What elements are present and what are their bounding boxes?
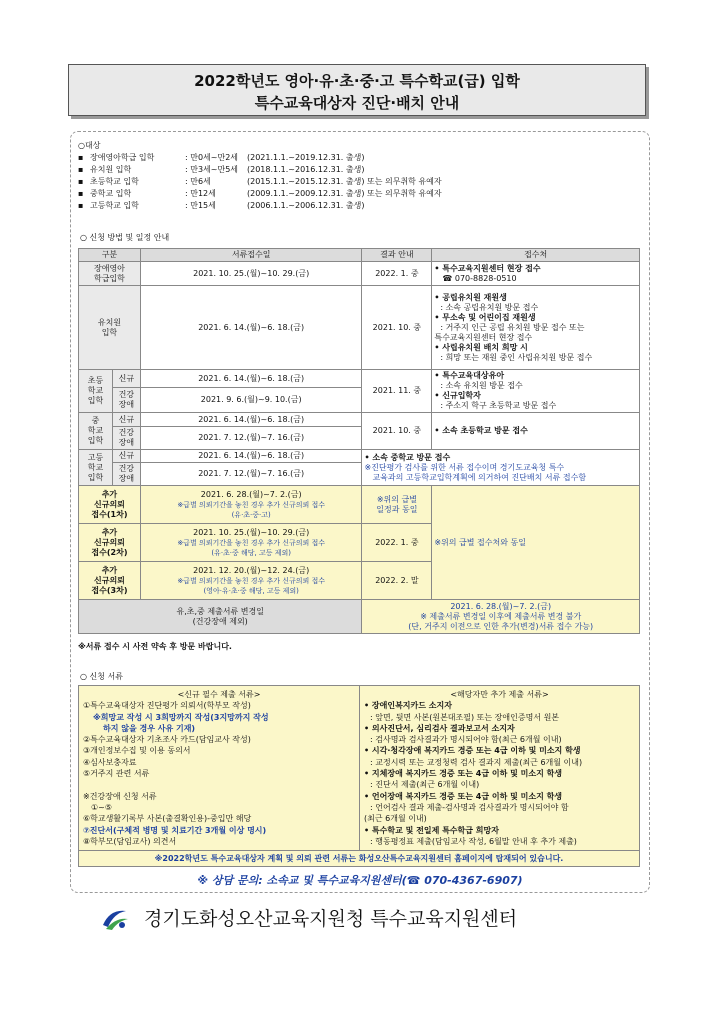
text-line: : 희망 또는 재원 중인 사립유치원 방문 접수 bbox=[440, 352, 593, 362]
sub-category: 건강 장애 bbox=[112, 463, 140, 486]
submit-place: • 소속 초등학교 방문 접수 bbox=[432, 413, 640, 450]
text-line: : 앞면, 뒷면 사본(원본대조필) 또는 장애인증명서 원본 bbox=[370, 712, 560, 722]
text-line: ※희망교 작성 시 3희망까지 작성(3지망까지 작성 bbox=[93, 712, 269, 722]
sub-category: 신규 bbox=[112, 370, 140, 388]
schedule-table bbox=[78, 248, 640, 634]
col-header: 접수처 bbox=[432, 249, 640, 262]
target-row bbox=[78, 152, 638, 164]
submit-date: 2021. 6. 14.(월)~6. 18.(금) bbox=[140, 286, 362, 370]
text-line: ①~⑤ bbox=[91, 802, 113, 812]
change-date-label: 유,초,중 제출서류 변경일 (건강장애 제외) bbox=[79, 600, 362, 634]
text-line: <신규 필수 제출 서류> bbox=[177, 690, 261, 699]
row-category: 추가 신규의뢰 접수(2차) bbox=[79, 524, 141, 562]
target-age: : 만6세 bbox=[185, 177, 211, 186]
target-name: 고등학교 입학 bbox=[90, 201, 139, 210]
text-line: ④심사보충자료 bbox=[83, 757, 137, 767]
submit-date: 2021. 7. 12.(월)~7. 16.(금) bbox=[140, 463, 362, 486]
docs-footnote: ※2022학년도 특수교육대상자 계획 및 의뢰 관련 서류는 화성오산특수교육지원센터 홈페이지에 탑재되어 있습니다. bbox=[79, 850, 639, 866]
row-category: 장애영아 학급입학 bbox=[79, 262, 141, 286]
result-date: 2021. 10. 중 bbox=[362, 413, 432, 450]
submit-place bbox=[432, 370, 640, 413]
target-range: (2009.1.1.~2009.12.31. 출생) 또는 의무취학 유예자 bbox=[247, 189, 442, 198]
target-range: (2006.1.1.~2006.12.31. 출생) bbox=[247, 201, 365, 210]
result-date: 2022. 2. 말 bbox=[362, 562, 432, 600]
target-age: : 만15세 bbox=[185, 201, 216, 210]
text-line: ⑤거주지 관련 서류 bbox=[83, 769, 150, 779]
text-line: • 무소속 및 어린이집 재원생 bbox=[434, 312, 536, 322]
text-line: • 공립유치원 재원생 bbox=[434, 292, 507, 302]
submit-date: 2021. 7. 12.(월)~7. 16.(금) bbox=[140, 427, 362, 450]
title-line1: 2022학년도 영아·유·초·중·고 특수학교(급) 입학 bbox=[194, 72, 520, 90]
submit-date: 2021. 6. 14.(월)~6. 18.(금) bbox=[140, 450, 362, 463]
text-line: • 의사진단서, 심리검사 결과보고서 소지자 bbox=[364, 723, 515, 733]
target-section bbox=[78, 140, 638, 212]
sub-category: 신규 bbox=[112, 413, 140, 427]
submit-place bbox=[432, 286, 640, 370]
target-row bbox=[78, 188, 638, 200]
col-header: 결과 안내 bbox=[362, 249, 432, 262]
target-row bbox=[78, 176, 638, 188]
target-range: (2015.1.1.~2015.12.31. 출생) 또는 의무취학 유예자 bbox=[247, 177, 442, 186]
submit-place: • 소속 중학교 방문 접수 ※진단평가 검사를 위한 서류 접수이며 경기도교육청 특수 교육과의 고등학교입학계획에 의거하여 진단배치 서류 접수함 bbox=[362, 450, 640, 486]
target-age: : 만3세~만5세 bbox=[185, 165, 239, 174]
text-line: • 신규입학자 bbox=[434, 391, 481, 400]
text-line: : 행동평정표 제출(담임교사 작성, 6월말 안내 후 추가 제출) bbox=[370, 836, 577, 846]
title-line2: 특수교육대상자 진단·배치 안내 bbox=[254, 94, 460, 112]
target-bullet: ▪ bbox=[78, 177, 84, 186]
target-row bbox=[78, 164, 638, 176]
text-line: • 시각·청각장애 복지카드 경증 또는 4급 이하 및 미소지 학생 bbox=[364, 746, 581, 756]
row-category: 추가 신규의뢰 접수(1차) bbox=[79, 486, 141, 524]
target-range: (2021.1.1.~2019.12.31. 출생) bbox=[247, 153, 365, 162]
text-line: : 진단서 제출(최근 6개월 이내) bbox=[370, 780, 480, 790]
result-date: 2022. 1. 중 bbox=[362, 524, 432, 562]
change-date-info: 2021. 6. 28.(월)~7. 2.(금) ※ 제출서류 변경일 이후에 제출서류 변경 불가 (단, 거주지 이전으로 인한 추가(변경)서류 접수 가능) bbox=[362, 600, 640, 634]
target-bullet: ▪ bbox=[78, 165, 84, 174]
col-header: 서류접수일 bbox=[140, 249, 362, 262]
text-line: 특수교육지원센터 현장 접수 bbox=[434, 332, 533, 342]
text-line: • 특수교육대상유아 bbox=[434, 371, 505, 380]
target-age: : 만0세~만2세 bbox=[185, 153, 239, 162]
target-bullet: ▪ bbox=[78, 189, 84, 198]
col-header: 구분 bbox=[79, 249, 141, 262]
submit-date: 2021. 6. 14.(월)~6. 18.(금) bbox=[140, 370, 362, 388]
text-line: : 주소지 학구 초등학교 방문 접수 bbox=[440, 401, 557, 410]
result-date: 2021. 10. 중 bbox=[362, 286, 432, 370]
target-name: 장애영아학급 입학 bbox=[90, 153, 155, 162]
target-row bbox=[78, 200, 638, 212]
result-date: ※위의 급별 일정과 동일 bbox=[362, 486, 432, 524]
text-line: • 지체장애 복지카드 경증 또는 4급 이하 및 미소지 학생 bbox=[364, 769, 563, 779]
text-line: ⑦진단서(구체적 병명 및 치료기간 3개월 이상 명시) bbox=[83, 825, 267, 835]
document-title bbox=[68, 64, 646, 116]
text-line: : 언어검사 결과 제출-검사명과 검사결과가 명시되어야 함 bbox=[370, 802, 569, 812]
submit-date: 2021. 9. 6.(월)~9. 10.(금) bbox=[140, 388, 362, 413]
submit-date: 2021. 6. 14.(월)~6. 18.(금) bbox=[140, 413, 362, 427]
inquiry-contact: ※ 상담 문의: 소속교 및 특수교육지원센터(☎ 070-4367-6907) bbox=[197, 874, 523, 887]
row-category: 고등 학교 입학 bbox=[79, 450, 113, 486]
required-docs-box bbox=[78, 685, 640, 867]
row-category: 유치원 입학 bbox=[79, 286, 141, 370]
text-line: ⑥학교생활기록부 사본(출결확인용)-중입만 해당 bbox=[83, 814, 252, 824]
submit-date: 2021. 12. 20.(월)~12. 24.(금) ※급별 의뢰기간을 놓친 경우 추가 신규의뢰 접수 (영아·유·초·중 해당, 고등 제외) bbox=[140, 562, 362, 600]
text-line: : 소속 유치원 방문 접수 bbox=[440, 381, 523, 390]
sub-category: 신규 bbox=[112, 450, 140, 463]
text-line: ⑧학부모(담임교사) 의견서 bbox=[83, 836, 177, 846]
required-docs-column bbox=[79, 686, 359, 850]
result-date: 2021. 11. 중 bbox=[362, 370, 432, 413]
target-heading: ○대상 bbox=[78, 141, 101, 150]
row-category: 중 학교 입학 bbox=[79, 413, 113, 450]
docs-heading: ○ 신청 서류 bbox=[80, 672, 123, 681]
result-date: 2022. 1. 중 bbox=[362, 262, 432, 286]
schedule-heading: ○ 신청 방법 및 일정 안내 bbox=[80, 233, 170, 242]
row-category: 추가 신규의뢰 접수(3차) bbox=[79, 562, 141, 600]
text-line: (최근 6개월 이내) bbox=[364, 814, 427, 824]
submit-date: 2021. 6. 28.(월)~7. 2.(금) ※급별 의뢰기간을 놓친 경우 추가 신규의뢰 접수 (유·초·중·고) bbox=[140, 486, 362, 524]
office-logo-icon bbox=[100, 905, 130, 931]
text-line: : 거주지 인근 공립 유치원 방문 접수 또는 bbox=[440, 322, 585, 332]
text-line: ※건강장애 신청 서류 bbox=[83, 791, 157, 801]
text-line bbox=[83, 779, 355, 790]
target-bullet: ▪ bbox=[78, 201, 84, 210]
text-line: • 장애인복지카드 소지자 bbox=[364, 701, 452, 711]
target-name: 중학교 입학 bbox=[90, 189, 132, 198]
submit-date: 2021. 10. 25.(월)~10. 29.(금) bbox=[140, 262, 362, 286]
target-range: (2018.1.1.~2016.12.31. 출생) bbox=[247, 165, 365, 174]
row-category: 초등 학교 입학 bbox=[79, 370, 113, 413]
text-line: ②특수교육대상자 기초조사 카드(담임교사 작성) bbox=[83, 735, 251, 745]
text-line: • 언어장애 복지카드 경증 또는 4급 이하 및 미소지 학생 bbox=[364, 791, 563, 801]
target-bullet: ▪ bbox=[78, 153, 84, 162]
submit-place: • 특수교육지원센터 현장 접수 ☎ 070-8828-0510 bbox=[432, 262, 640, 286]
target-name: 초등학교 입학 bbox=[90, 177, 139, 186]
text-line: ③개인정보수집 및 이용 동의서 bbox=[83, 746, 191, 756]
footer-org-name: 경기도화성오산교육지원청 특수교육지원센터 bbox=[144, 908, 518, 930]
text-line: • 사립유치원 배치 희망 시 bbox=[434, 342, 528, 352]
text-line: : 검사명과 검사결과가 명시되어야 함(최근 6개월 이내) bbox=[370, 735, 562, 745]
submit-place: ※위의 급별 접수처와 동일 bbox=[432, 486, 640, 600]
additional-docs-column bbox=[359, 686, 639, 850]
submit-date: 2021. 10. 25.(월)~10. 29.(금) ※급별 의뢰기간을 놓친 경우 추가 신규의뢰 접수 (유·초·중 해당, 고등 제외) bbox=[140, 524, 362, 562]
footer bbox=[100, 904, 517, 931]
text-line: : 소속 공립유치원 방문 접수 bbox=[440, 302, 539, 312]
target-name: 유치원 입학 bbox=[90, 165, 132, 174]
text-line: : 교정시력 또는 교정청력 검사 결과지 제출(최근 6개월 이내) bbox=[370, 757, 583, 767]
text-line: 하지 않을 경우 사유 기재) bbox=[103, 723, 196, 733]
target-age: : 만12세 bbox=[185, 189, 216, 198]
text-line: ①특수교육대상자 진단평가 의뢰서(학부모 작성) bbox=[83, 701, 251, 711]
sub-category: 건강 장애 bbox=[112, 388, 140, 413]
visit-note: ※서류 접수 시 사전 약속 후 방문 바랍니다. bbox=[78, 642, 232, 651]
sub-category: 건강 장애 bbox=[112, 427, 140, 450]
text-line: • 특수학교 및 전일제 특수학급 희망자 bbox=[364, 825, 499, 835]
text-line: <해당자만 추가 제출 서류> bbox=[450, 690, 549, 699]
